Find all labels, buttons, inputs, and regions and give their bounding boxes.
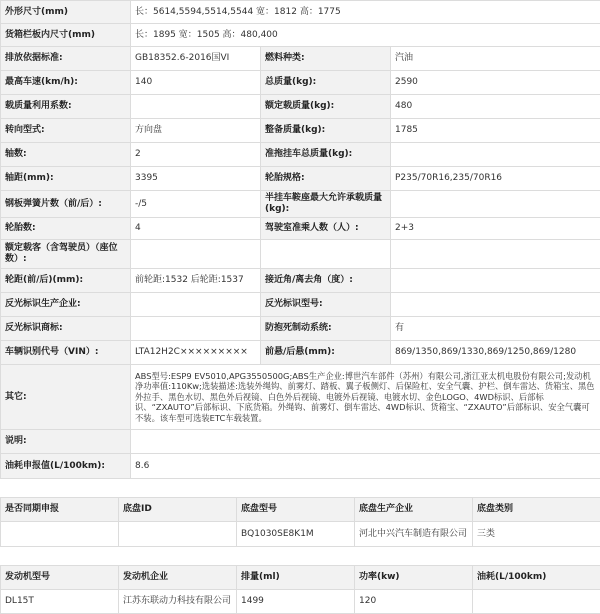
column-header: 底盘ID — [119, 498, 237, 522]
spec-value: P235/70R16,235/70R16 — [391, 167, 600, 191]
spec-row — [1, 143, 600, 167]
spec-value: 8.6 — [131, 454, 600, 479]
spec-value: 3395 — [131, 167, 261, 191]
spec-value: 2590 — [391, 71, 600, 95]
spec-value — [391, 240, 600, 269]
spec-value: 前轮距:1532 后轮距:1537 — [131, 269, 261, 293]
spec-value — [131, 240, 261, 269]
spec-value: 2 — [131, 143, 261, 167]
spec-label: 油耗申报值(L/100km): — [1, 454, 131, 479]
column-header: 底盘类别 — [473, 498, 600, 522]
spec-label: 反光标识型号: — [261, 293, 391, 317]
table-cell — [473, 590, 600, 614]
spec-label: 防抱死制动系统: — [261, 317, 391, 341]
spec-label: 半挂车鞍座最大允许承载质量(kg): — [261, 191, 391, 218]
spec-label: 准拖挂车总质量(kg): — [261, 143, 391, 167]
column-header: 发动机企业 — [119, 566, 237, 590]
spec-value: 1785 — [391, 119, 600, 143]
column-header: 油耗(L/100km) — [473, 566, 600, 590]
spec-label: 其它: — [1, 365, 131, 430]
spec-row-other — [1, 365, 600, 430]
spec-row — [1, 167, 600, 191]
column-header: 排量(ml) — [237, 566, 355, 590]
spec-value — [131, 317, 261, 341]
spec-value: LTA12H2C××××××××× — [131, 341, 261, 365]
spec-label: 最高车速(km/h): — [1, 71, 131, 95]
table-row — [1, 522, 600, 547]
spec-label: 整备质量(kg): — [261, 119, 391, 143]
spec-value — [391, 143, 600, 167]
table-cell: 河北中兴汽车制造有限公司 — [355, 522, 473, 547]
spec-value: 140 — [131, 71, 261, 95]
spec-value: 869/1350,869/1330,869/1250,869/1280 — [391, 341, 600, 365]
spec-row — [1, 269, 600, 293]
spec-value: 有 — [391, 317, 600, 341]
spec-row — [1, 95, 600, 119]
table-row — [1, 590, 600, 614]
chassis-table — [0, 497, 600, 547]
spec-label: 前悬/后悬(mm): — [261, 341, 391, 365]
table-cell: DL15T — [1, 590, 119, 614]
column-header: 发动机型号 — [1, 566, 119, 590]
spec-row — [1, 317, 600, 341]
spec-value — [131, 95, 261, 119]
spec-row-note — [1, 430, 600, 454]
spec-label: 货箱栏板内尺寸(mm) — [1, 24, 131, 47]
spec-row — [1, 293, 600, 317]
table-cell: 1499 — [237, 590, 355, 614]
chassis-header-row — [1, 498, 600, 522]
spec-value — [391, 293, 600, 317]
spec-label: 载质量利用系数: — [1, 95, 131, 119]
spec-value: GB18352.6-2016国VI — [131, 47, 261, 71]
spec-row-outer-size — [1, 1, 600, 24]
spec-value — [131, 293, 261, 317]
spec-label: 额定载质量(kg): — [261, 95, 391, 119]
spec-label: 燃料种类: — [261, 47, 391, 71]
spec-row — [1, 240, 600, 269]
spec-label: 外形尺寸(mm) — [1, 1, 131, 24]
column-header: 底盘生产企业 — [355, 498, 473, 522]
spec-label: 转向型式: — [1, 119, 131, 143]
spec-label: 车辆识别代号（VIN）: — [1, 341, 131, 365]
table-cell: BQ1030SE8K1M — [237, 522, 355, 547]
spec-row — [1, 218, 600, 240]
spec-label: 反光标识生产企业: — [1, 293, 131, 317]
spec-label: 排放依据标准: — [1, 47, 131, 71]
spec-row-fuel — [1, 454, 600, 479]
column-header: 底盘型号 — [237, 498, 355, 522]
table-cell — [119, 522, 237, 547]
spec-value: 方向盘 — [131, 119, 261, 143]
spec-label: 轮距(前/后)(mm): — [1, 269, 131, 293]
engine-table — [0, 565, 600, 614]
spec-value — [131, 430, 600, 454]
spec-row — [1, 191, 600, 218]
spec-label: 说明: — [1, 430, 131, 454]
spec-row — [1, 47, 600, 71]
spec-row — [1, 71, 600, 95]
spec-label: 轮胎数: — [1, 218, 131, 240]
engine-header-row — [1, 566, 600, 590]
spec-label: 轴数: — [1, 143, 131, 167]
spec-label: 驾驶室准乘人数（人）: — [261, 218, 391, 240]
spec-label: 轮胎规格: — [261, 167, 391, 191]
table-cell — [1, 522, 119, 547]
spec-value — [391, 269, 600, 293]
spec-value: 长：1895 宽：1505 高：480,400 — [131, 24, 600, 47]
spec-value: -/5 — [131, 191, 261, 218]
spec-label: 总质量(kg): — [261, 71, 391, 95]
spec-value: 2+3 — [391, 218, 600, 240]
spec-value — [261, 240, 391, 269]
spec-value: 480 — [391, 95, 600, 119]
spec-value: 汽油 — [391, 47, 600, 71]
spec-label: 钢板弹簧片数（前/后）: — [1, 191, 131, 218]
column-header: 功率(kw) — [355, 566, 473, 590]
spec-label: 额定载客（含驾驶员）（座位数）: — [1, 240, 131, 269]
table-cell: 120 — [355, 590, 473, 614]
spec-label: 接近角/离去角（度）: — [261, 269, 391, 293]
spec-label: 轴距(mm): — [1, 167, 131, 191]
column-header: 是否同期申报 — [1, 498, 119, 522]
spec-label: 反光标识商标: — [1, 317, 131, 341]
spec-value — [391, 191, 600, 218]
table-cell: 江苏东联动力科技有限公司 — [119, 590, 237, 614]
other-description: ABS型号:ESP9 EV5010,APG3550500G;ABS生产企业:博世汽车部件（苏州）有限公司,浙江亚太机电股份有限公司;发动机净功率值:110Kw;选装描述:选装外绳钩、前雾灯、踏板、翼子板侧灯、后保险杠、安全气囊、护栏、倒车雷达、货箱宝、黑色外拉手、黑色水切、黑色外后视镜、白色外后视镜、电镀外后视镜、电镀水切、金色LOGO、4WD标识、后部标识、“ZXAUTO”后部标识、下底货箱。外绳钩、前雾灯、倒车雷达、4WD标识、货箱宝、“ZXAUTO”后部标识、安全气囊可不装。该车型可选装ETC车载装置。 — [131, 365, 600, 430]
spec-row-cargo-size — [1, 24, 600, 47]
table-cell: 三类 — [473, 522, 600, 547]
spec-row — [1, 341, 600, 365]
spec-row — [1, 119, 600, 143]
spec-value: 4 — [131, 218, 261, 240]
spec-value: 长：5614,5594,5514,5544 宽：1812 高：1775 — [131, 1, 600, 24]
